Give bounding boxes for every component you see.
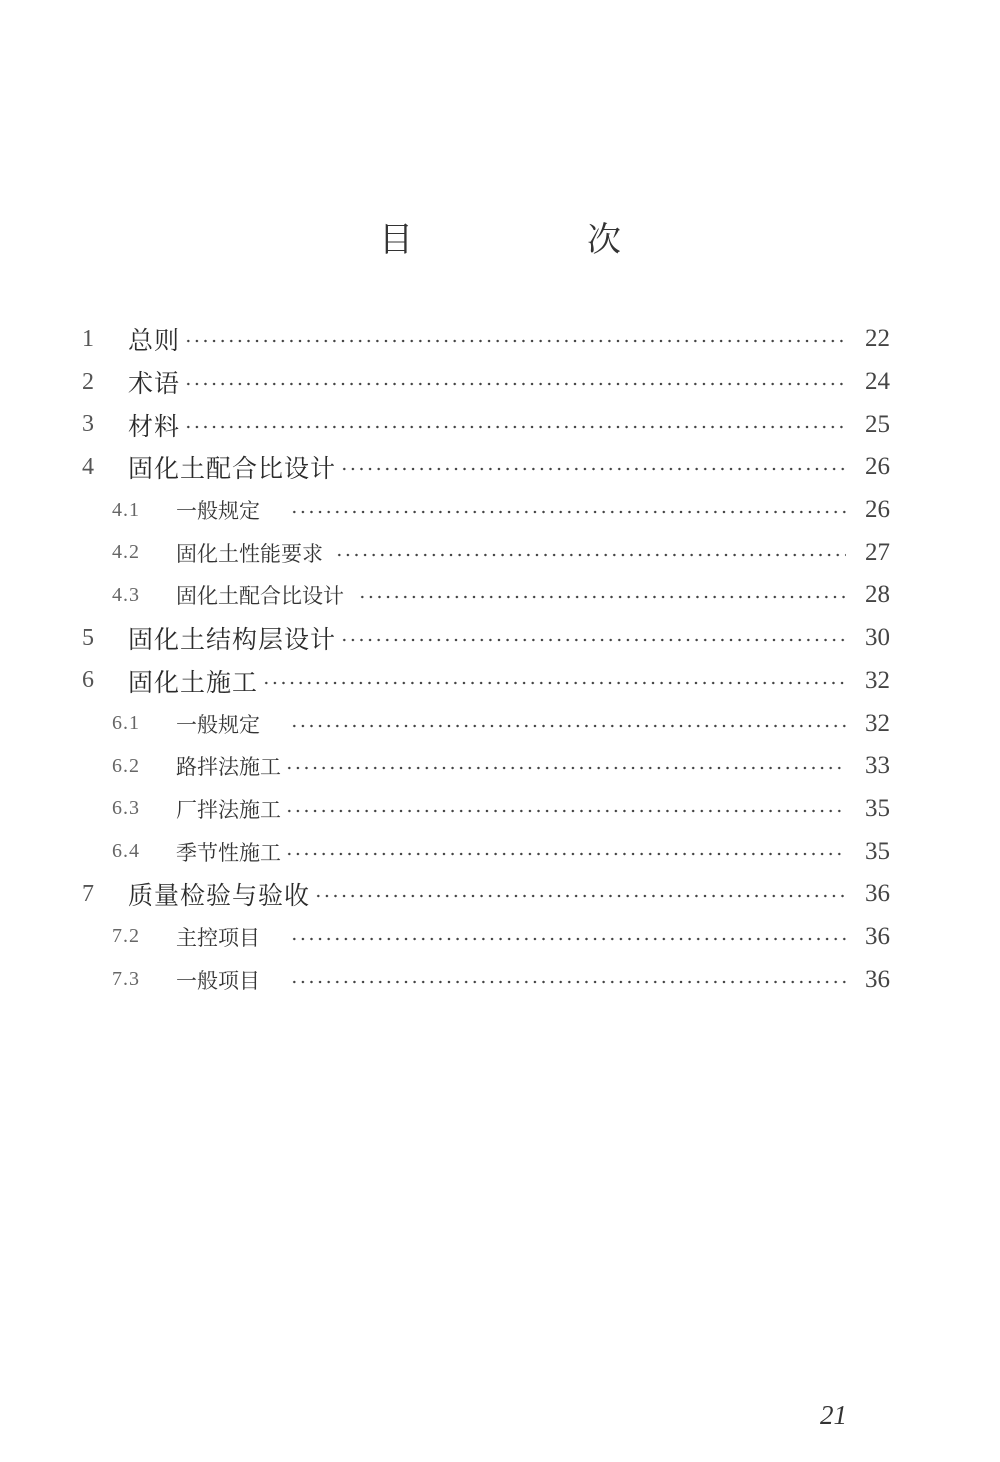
dot-leader [314, 886, 846, 906]
toc-entry-number: 7 [82, 880, 94, 907]
toc-entry[interactable] [82, 446, 890, 489]
toc-entry-number: 6 [82, 667, 94, 694]
toc-subentry[interactable] [82, 489, 890, 532]
toc-subentry-title: 固化土性能要求 [176, 541, 323, 566]
toc-subentry-number: 4.3 [112, 583, 140, 606]
dot-leader [290, 502, 846, 522]
toc-entry-number: 1 [82, 325, 94, 352]
toc-entry-title: 固化土结构层设计 [128, 625, 337, 655]
toc-subentry[interactable] [82, 574, 890, 617]
toc-entry[interactable] [82, 361, 890, 404]
dot-leader [184, 331, 846, 351]
toc-entry-page: 32 [865, 666, 890, 694]
toc-subentry-title: 固化土配合比设计 [176, 584, 344, 609]
dot-leader [290, 972, 846, 992]
dot-leader [290, 716, 846, 736]
dot-leader [335, 545, 846, 565]
table-of-contents [82, 318, 890, 1001]
toc-subentry-page: 32 [865, 709, 890, 737]
toc-subentry-page: 26 [865, 496, 890, 524]
toc-subentry[interactable] [82, 531, 890, 574]
toc-entry-title: 术语 [128, 369, 181, 399]
toc-entry-page: 25 [865, 410, 890, 438]
toc-entry-page: 36 [865, 880, 890, 908]
dot-leader [285, 801, 846, 821]
toc-subentry[interactable] [82, 788, 890, 831]
toc-entry[interactable] [82, 660, 890, 703]
toc-subentry-page: 35 [865, 837, 890, 865]
toc-subentry-number: 4.2 [112, 541, 140, 564]
toc-entry-page: 30 [865, 624, 890, 652]
toc-entry[interactable] [82, 403, 890, 446]
toc-subentry-title: 路拌法施工 [176, 755, 281, 780]
toc-subentry[interactable] [82, 958, 890, 1001]
toc-subentry[interactable] [82, 702, 890, 745]
toc-entry-page: 22 [865, 325, 890, 353]
toc-entry[interactable] [82, 617, 890, 660]
dot-leader [285, 844, 846, 864]
toc-subentry-number: 6.2 [112, 754, 140, 777]
dot-leader [340, 630, 846, 650]
toc-subentry-page: 27 [865, 538, 890, 566]
toc-entry-number: 3 [82, 411, 94, 438]
toc-subentry-number: 7.2 [112, 925, 140, 948]
toc-entry-number: 5 [82, 624, 94, 651]
toc-subentry-title: 一般项目 [176, 968, 260, 993]
toc-entry-number: 2 [82, 368, 94, 395]
toc-entry-page: 26 [865, 453, 890, 481]
toc-subentry-page: 28 [865, 581, 890, 609]
toc-entry-title: 质量检验与验收 [128, 881, 311, 911]
toc-entry-title: 固化土配合比设计 [128, 454, 337, 484]
toc-subentry-page: 36 [865, 965, 890, 993]
dot-leader [184, 374, 846, 394]
dot-leader [358, 587, 846, 607]
toc-subentry-page: 36 [865, 922, 890, 950]
dot-leader [262, 673, 846, 693]
toc-subentry-title: 主控项目 [176, 925, 260, 950]
toc-subentry-number: 4.1 [112, 498, 140, 521]
toc-subentry-page: 35 [865, 794, 890, 822]
toc-entry-page: 24 [865, 368, 890, 396]
toc-entry-title: 总则 [128, 326, 181, 356]
toc-subentry-number: 6.4 [112, 840, 140, 863]
toc-subentry-number: 7.3 [112, 968, 140, 991]
toc-entry[interactable] [82, 873, 890, 916]
toc-subentry[interactable] [82, 916, 890, 959]
toc-subentry[interactable] [82, 745, 890, 788]
toc-entry[interactable] [82, 318, 890, 361]
dot-leader [340, 459, 846, 479]
toc-entry-title: 材料 [128, 411, 181, 441]
toc-subentry-title: 厂拌法施工 [176, 797, 281, 822]
toc-subentry-page: 33 [865, 752, 890, 780]
dot-leader [285, 758, 846, 778]
toc-subentry-title: 季节性施工 [176, 840, 281, 865]
page-number: 21 [820, 1400, 847, 1430]
dot-leader [290, 929, 846, 949]
page-title: 目 次 [379, 220, 691, 260]
toc-subentry-title: 一般规定 [176, 499, 260, 524]
toc-subentry-number: 6.3 [112, 797, 140, 820]
toc-subentry[interactable] [82, 830, 890, 873]
toc-subentry-number: 6.1 [112, 712, 140, 735]
toc-subentry-title: 一般规定 [176, 712, 260, 737]
dot-leader [184, 417, 846, 437]
toc-entry-number: 4 [82, 453, 94, 480]
toc-entry-title: 固化土施工 [128, 667, 259, 697]
